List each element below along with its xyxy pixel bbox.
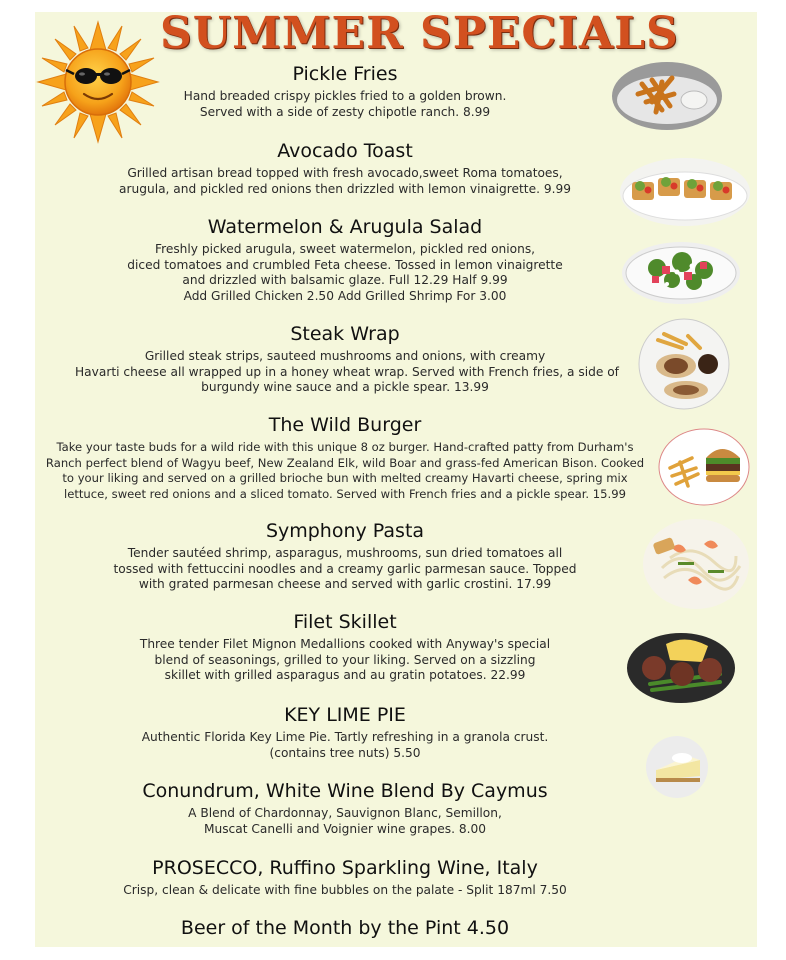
- item-description: Authentic Florida Key Lime Pie. Tartly refreshing in a granola crust. (contains tree nuts) 5.50: [141, 730, 549, 760]
- menu-item-symphony-pasta: [110, 519, 580, 593]
- pickle-fries-photo: [612, 62, 722, 130]
- steak-wrap-photo: [638, 318, 730, 410]
- symphony-pasta-photo: [642, 518, 750, 610]
- item-description: Three tender Filet Mignon Medallions cooked with Anyway's special blend of seasonings, grilled to your liking. Served on a sizzling skillet with grilled asparagus and au gratin potatoes. 22.99: [139, 637, 551, 682]
- item-name: Beer of the Month by the Pint 4.50: [180, 917, 510, 939]
- menu-item-wild-burger: [45, 413, 645, 502]
- item-name: PROSECCO, Ruffino Sparkling Wine, Italy: [152, 857, 538, 879]
- menu-item-filet-skillet: [130, 610, 560, 684]
- menu-item-watermelon-arugula-salad: [120, 215, 570, 304]
- item-description: Crisp, clean & delicate with fine bubbles on the palate - Split 187ml 7.50: [123, 883, 567, 897]
- item-name: KEY LIME PIE: [284, 704, 406, 726]
- item-name: Conundrum, White Wine Blend By Caymus: [142, 780, 548, 802]
- item-name: Steak Wrap: [290, 323, 400, 345]
- menu-item-conundrum-wine: [125, 779, 565, 837]
- item-name: Symphony Pasta: [265, 520, 425, 542]
- item-description: A Blend of Chardonnay, Sauvignon Blanc, Semillon, Muscat Canelli and Voignier wine grapes. 8.00: [188, 806, 502, 836]
- item-name: Watermelon & Arugula Salad: [207, 216, 483, 238]
- menu-item-avocado-toast: [110, 139, 580, 197]
- item-description: Tender sautéed shrimp, asparagus, mushrooms, sun dried tomatoes all tossed with fettuccini noodles and a creamy garlic parmesan sauce. Topped with grated parmesan cheese and served with garlic crostini. 17.99: [113, 546, 577, 591]
- item-description: Grilled steak strips, sauteed mushrooms and onions, with creamy Havarti cheese all wrapped up in a honey wheat wrap. Served with French fries, a side of burgundy wine sauce and a pickle spear. 13.99: [75, 349, 619, 394]
- menu-item-prosecco: [115, 856, 575, 899]
- item-name: Avocado Toast: [277, 140, 413, 162]
- item-description: Grilled artisan bread topped with fresh avocado,sweet Roma tomatoes, arugula, and pickled red onions then drizzled with lemon vinaigrette. 9.99: [119, 166, 571, 196]
- item-name: Pickle Fries: [292, 63, 398, 85]
- menu-item-steak-wrap: [75, 322, 619, 396]
- wild-burger-photo: [658, 428, 750, 506]
- menu-item-beer-of-month: [125, 916, 565, 940]
- menu-item-key-lime-pie: [125, 703, 565, 761]
- key-lime-pie-photo: [644, 736, 710, 798]
- item-name: The Wild Burger: [268, 414, 422, 436]
- avocado-toast-photo: [620, 158, 750, 226]
- item-name: Filet Skillet: [293, 611, 397, 633]
- item-description: Hand breaded crispy pickles fried to a golden brown. Served with a side of zesty chipotle ranch. 8.99: [183, 89, 507, 119]
- item-description: Take your taste buds for a wild ride with this unique 8 oz burger. Hand-crafted patty from Durham's Ranch perfect blend of Wagyu beef, New Zealand Elk, wild Boar and grass-fed American Bison. Cooked to your liking and served on a grilled brioche bun with melted creamy Havarti cheese, spring mix lettuce, sweet red onions and a sliced tomato. Served with French fries and a pickle spear. 15.99: [45, 440, 645, 501]
- page-title: SUMMER SPECIALS: [160, 8, 679, 59]
- filet-skillet-photo: [626, 628, 736, 704]
- item-description: Freshly picked arugula, sweet watermelon, pickled red onions, diced tomatoes and crumbled Feta cheese. Tossed in lemon vinaigrette and drizzled with balsamic glaze. Full 12.29 Half 9.99 Add Grilled Chicken 2.50 Add Grilled Shrimp For 3.00: [127, 242, 563, 303]
- menu-item-pickle-fries: [155, 62, 535, 120]
- watermelon-salad-photo: [622, 242, 740, 304]
- sun-with-sunglasses-icon: [36, 20, 160, 144]
